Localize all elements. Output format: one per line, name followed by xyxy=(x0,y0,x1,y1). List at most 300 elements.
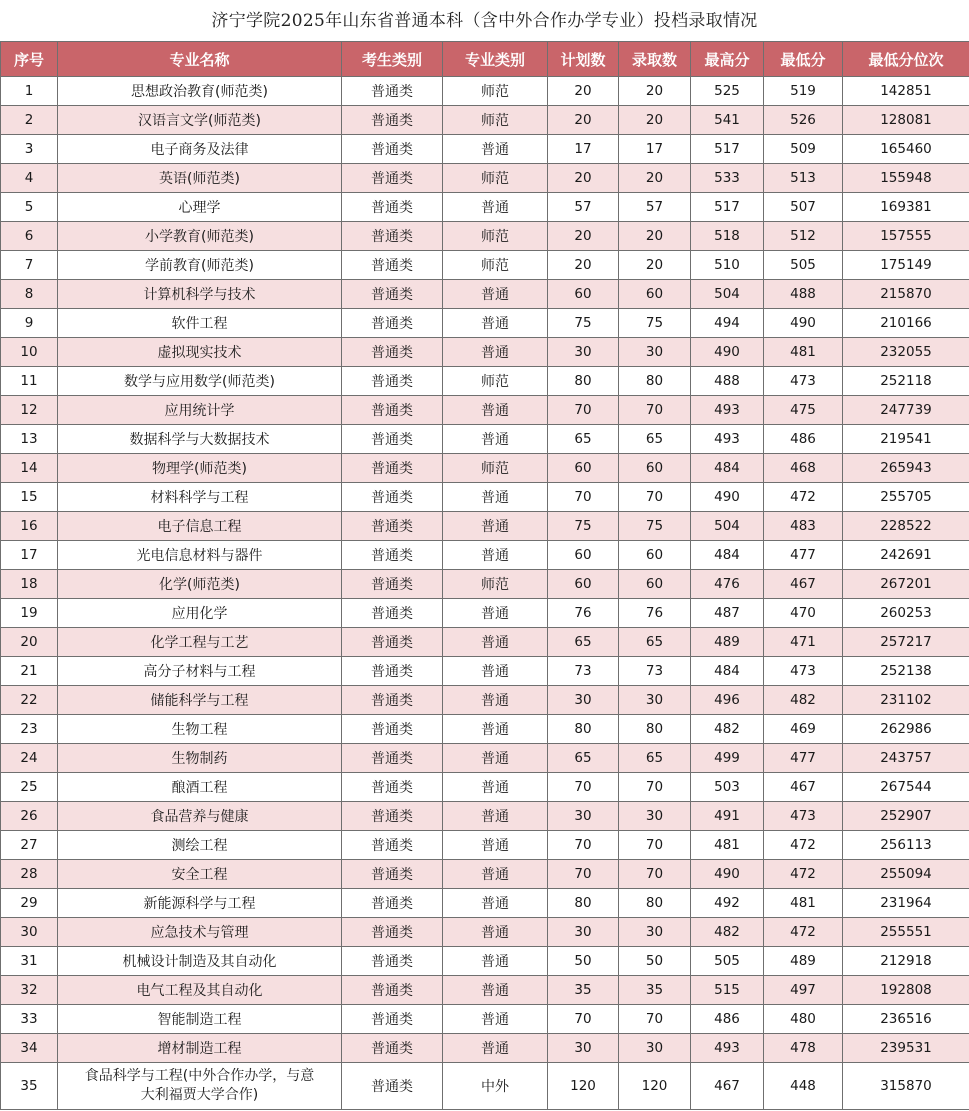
cell-major-name: 小学教育(师范类) xyxy=(58,222,342,251)
cell-major-type: 普通 xyxy=(443,483,548,512)
cell-major-type: 师范 xyxy=(443,367,548,396)
cell-min-rank: 239531 xyxy=(843,1034,969,1063)
cell-major-name: 智能制造工程 xyxy=(58,1005,342,1034)
cell-min-rank: 212918 xyxy=(843,947,969,976)
cell-max-score: 484 xyxy=(691,541,764,570)
cell-max-score: 484 xyxy=(691,454,764,483)
cell-index: 32 xyxy=(1,976,58,1005)
cell-index: 4 xyxy=(1,164,58,193)
cell-major-type: 普通 xyxy=(443,686,548,715)
cell-major-type: 普通 xyxy=(443,135,548,164)
cell-student-type: 普通类 xyxy=(342,512,443,541)
cell-min-rank: 265943 xyxy=(843,454,969,483)
cell-min-rank: 243757 xyxy=(843,744,969,773)
cell-major-name: 材料科学与工程 xyxy=(58,483,342,512)
cell-student-type: 普通类 xyxy=(342,309,443,338)
cell-major-name: 食品营养与健康 xyxy=(58,802,342,831)
cell-major-name: 计算机科学与技术 xyxy=(58,280,342,309)
cell-max-score: 487 xyxy=(691,599,764,628)
table-row xyxy=(1,367,969,396)
header-plan-count: 计划数 xyxy=(548,42,619,77)
cell-max-score: 504 xyxy=(691,512,764,541)
cell-student-type: 普通类 xyxy=(342,657,443,686)
table-row xyxy=(1,802,969,831)
cell-index: 33 xyxy=(1,1005,58,1034)
cell-min-score: 490 xyxy=(764,309,843,338)
cell-major-type: 普通 xyxy=(443,889,548,918)
cell-major-name: 安全工程 xyxy=(58,860,342,889)
cell-admitted-count: 120 xyxy=(619,1063,691,1110)
cell-min-score: 468 xyxy=(764,454,843,483)
cell-major-name: 生物制药 xyxy=(58,744,342,773)
cell-index: 21 xyxy=(1,657,58,686)
cell-min-score: 481 xyxy=(764,889,843,918)
cell-min-rank: 165460 xyxy=(843,135,969,164)
cell-major-name: 软件工程 xyxy=(58,309,342,338)
table-row xyxy=(1,657,969,686)
cell-min-score: 472 xyxy=(764,918,843,947)
cell-index: 10 xyxy=(1,338,58,367)
cell-min-rank: 315870 xyxy=(843,1063,969,1110)
table-row xyxy=(1,193,969,222)
header-admitted-count: 录取数 xyxy=(619,42,691,77)
cell-admitted-count: 20 xyxy=(619,251,691,280)
cell-major-type: 普通 xyxy=(443,802,548,831)
cell-major-name: 测绘工程 xyxy=(58,831,342,860)
cell-max-score: 541 xyxy=(691,106,764,135)
cell-min-score: 469 xyxy=(764,715,843,744)
cell-student-type: 普通类 xyxy=(342,1034,443,1063)
cell-min-score: 512 xyxy=(764,222,843,251)
cell-admitted-count: 75 xyxy=(619,309,691,338)
cell-major-name-line2: 大利福贾大学合作) xyxy=(140,1087,259,1103)
cell-major-name: 心理学 xyxy=(58,193,342,222)
cell-admitted-count: 60 xyxy=(619,541,691,570)
cell-admitted-count: 30 xyxy=(619,918,691,947)
table-row xyxy=(1,744,969,773)
cell-student-type: 普通类 xyxy=(342,425,443,454)
cell-min-score: 519 xyxy=(764,77,843,106)
cell-max-score: 504 xyxy=(691,280,764,309)
cell-plan-count: 76 xyxy=(548,599,619,628)
cell-index: 27 xyxy=(1,831,58,860)
cell-min-score: 497 xyxy=(764,976,843,1005)
cell-min-score: 486 xyxy=(764,425,843,454)
cell-plan-count: 75 xyxy=(548,309,619,338)
cell-max-score: 488 xyxy=(691,367,764,396)
cell-min-rank: 157555 xyxy=(843,222,969,251)
table-row xyxy=(1,918,969,947)
cell-student-type: 普通类 xyxy=(342,744,443,773)
cell-index: 23 xyxy=(1,715,58,744)
cell-major-name: 物理学(师范类) xyxy=(58,454,342,483)
cell-admitted-count: 65 xyxy=(619,425,691,454)
cell-min-score: 472 xyxy=(764,483,843,512)
cell-min-score: 472 xyxy=(764,831,843,860)
cell-admitted-count: 30 xyxy=(619,1034,691,1063)
cell-max-score: 491 xyxy=(691,802,764,831)
cell-major-type: 普通 xyxy=(443,744,548,773)
cell-student-type: 普通类 xyxy=(342,164,443,193)
cell-major-type: 普通 xyxy=(443,512,548,541)
cell-min-rank: 262986 xyxy=(843,715,969,744)
cell-max-score: 510 xyxy=(691,251,764,280)
cell-major-type: 普通 xyxy=(443,1005,548,1034)
cell-index: 1 xyxy=(1,77,58,106)
cell-min-score: 481 xyxy=(764,338,843,367)
cell-major-type: 师范 xyxy=(443,77,548,106)
cell-max-score: 515 xyxy=(691,976,764,1005)
cell-student-type: 普通类 xyxy=(342,889,443,918)
cell-min-score: 507 xyxy=(764,193,843,222)
cell-major-name: 学前教育(师范类) xyxy=(58,251,342,280)
cell-max-score: 482 xyxy=(691,918,764,947)
cell-major-name: 数据科学与大数据技术 xyxy=(58,425,342,454)
cell-min-rank: 228522 xyxy=(843,512,969,541)
cell-min-score: 488 xyxy=(764,280,843,309)
cell-major-name: 新能源科学与工程 xyxy=(58,889,342,918)
cell-index: 3 xyxy=(1,135,58,164)
cell-min-rank: 260253 xyxy=(843,599,969,628)
cell-max-score: 493 xyxy=(691,1034,764,1063)
cell-min-score: 477 xyxy=(764,541,843,570)
cell-student-type: 普通类 xyxy=(342,280,443,309)
cell-plan-count: 20 xyxy=(548,164,619,193)
cell-index: 2 xyxy=(1,106,58,135)
cell-min-rank: 175149 xyxy=(843,251,969,280)
cell-min-score: 467 xyxy=(764,773,843,802)
cell-min-rank: 232055 xyxy=(843,338,969,367)
cell-student-type: 普通类 xyxy=(342,715,443,744)
table-row xyxy=(1,831,969,860)
cell-admitted-count: 65 xyxy=(619,628,691,657)
cell-admitted-count: 80 xyxy=(619,715,691,744)
cell-plan-count: 70 xyxy=(548,860,619,889)
cell-major-name: 应用化学 xyxy=(58,599,342,628)
table-row xyxy=(1,860,969,889)
cell-min-rank: 252118 xyxy=(843,367,969,396)
cell-admitted-count: 65 xyxy=(619,744,691,773)
table-row xyxy=(1,1063,969,1110)
cell-min-score: 513 xyxy=(764,164,843,193)
table-row xyxy=(1,599,969,628)
cell-min-rank: 169381 xyxy=(843,193,969,222)
cell-plan-count: 30 xyxy=(548,802,619,831)
cell-student-type: 普通类 xyxy=(342,802,443,831)
table-row xyxy=(1,222,969,251)
cell-max-score: 486 xyxy=(691,1005,764,1034)
cell-major-type: 中外 xyxy=(443,1063,548,1110)
table-row xyxy=(1,135,969,164)
table-row xyxy=(1,976,969,1005)
cell-min-score: 509 xyxy=(764,135,843,164)
cell-admitted-count: 76 xyxy=(619,599,691,628)
cell-min-rank: 231102 xyxy=(843,686,969,715)
cell-plan-count: 20 xyxy=(548,106,619,135)
cell-min-score: 448 xyxy=(764,1063,843,1110)
cell-student-type: 普通类 xyxy=(342,570,443,599)
cell-student-type: 普通类 xyxy=(342,947,443,976)
cell-index: 17 xyxy=(1,541,58,570)
cell-min-rank: 255551 xyxy=(843,918,969,947)
cell-major-type: 普通 xyxy=(443,773,548,802)
table-row xyxy=(1,251,969,280)
cell-plan-count: 75 xyxy=(548,512,619,541)
cell-admitted-count: 35 xyxy=(619,976,691,1005)
cell-student-type: 普通类 xyxy=(342,1005,443,1034)
cell-plan-count: 70 xyxy=(548,1005,619,1034)
cell-index: 31 xyxy=(1,947,58,976)
cell-min-rank: 142851 xyxy=(843,77,969,106)
cell-max-score: 490 xyxy=(691,338,764,367)
cell-index: 9 xyxy=(1,309,58,338)
cell-index: 19 xyxy=(1,599,58,628)
cell-major-name: 汉语言文学(师范类) xyxy=(58,106,342,135)
cell-student-type: 普通类 xyxy=(342,541,443,570)
cell-major-type: 普通 xyxy=(443,628,548,657)
cell-major-type: 普通 xyxy=(443,1034,548,1063)
cell-min-score: 483 xyxy=(764,512,843,541)
cell-admitted-count: 60 xyxy=(619,454,691,483)
cell-index: 15 xyxy=(1,483,58,512)
cell-major-name: 应用统计学 xyxy=(58,396,342,425)
cell-admitted-count: 60 xyxy=(619,280,691,309)
cell-admitted-count: 30 xyxy=(619,338,691,367)
cell-min-score: 472 xyxy=(764,860,843,889)
table-row xyxy=(1,715,969,744)
cell-major-name: 高分子材料与工程 xyxy=(58,657,342,686)
cell-min-rank: 192808 xyxy=(843,976,969,1005)
cell-max-score: 489 xyxy=(691,628,764,657)
cell-max-score: 494 xyxy=(691,309,764,338)
cell-max-score: 525 xyxy=(691,77,764,106)
cell-major-type: 师范 xyxy=(443,454,548,483)
table-row xyxy=(1,628,969,657)
cell-admitted-count: 70 xyxy=(619,1005,691,1034)
cell-plan-count: 30 xyxy=(548,686,619,715)
table-row xyxy=(1,454,969,483)
cell-min-rank: 128081 xyxy=(843,106,969,135)
cell-plan-count: 60 xyxy=(548,541,619,570)
cell-max-score: 476 xyxy=(691,570,764,599)
cell-major-name: 生物工程 xyxy=(58,715,342,744)
cell-index: 22 xyxy=(1,686,58,715)
cell-student-type: 普通类 xyxy=(342,976,443,1005)
cell-plan-count: 70 xyxy=(548,773,619,802)
table-row xyxy=(1,77,969,106)
cell-min-rank: 252138 xyxy=(843,657,969,686)
cell-index: 35 xyxy=(1,1063,58,1110)
cell-major-type: 普通 xyxy=(443,599,548,628)
cell-major-name: 思想政治教育(师范类) xyxy=(58,77,342,106)
cell-plan-count: 120 xyxy=(548,1063,619,1110)
cell-max-score: 517 xyxy=(691,135,764,164)
cell-min-rank: 255705 xyxy=(843,483,969,512)
cell-major-name: 机械设计制造及其自动化 xyxy=(58,947,342,976)
cell-min-rank: 255094 xyxy=(843,860,969,889)
cell-plan-count: 65 xyxy=(548,425,619,454)
cell-index: 7 xyxy=(1,251,58,280)
cell-admitted-count: 20 xyxy=(619,222,691,251)
cell-admitted-count: 30 xyxy=(619,802,691,831)
cell-min-rank: 257217 xyxy=(843,628,969,657)
table-row xyxy=(1,280,969,309)
cell-admitted-count: 20 xyxy=(619,77,691,106)
cell-major-type: 普通 xyxy=(443,831,548,860)
table-row xyxy=(1,338,969,367)
cell-student-type: 普通类 xyxy=(342,628,443,657)
cell-student-type: 普通类 xyxy=(342,918,443,947)
cell-min-score: 467 xyxy=(764,570,843,599)
cell-student-type: 普通类 xyxy=(342,483,443,512)
cell-min-rank: 236516 xyxy=(843,1005,969,1034)
cell-max-score: 493 xyxy=(691,396,764,425)
table-row xyxy=(1,889,969,918)
cell-min-score: 505 xyxy=(764,251,843,280)
cell-plan-count: 60 xyxy=(548,570,619,599)
cell-student-type: 普通类 xyxy=(342,338,443,367)
cell-min-rank: 231964 xyxy=(843,889,969,918)
cell-major-type: 普通 xyxy=(443,309,548,338)
cell-min-score: 475 xyxy=(764,396,843,425)
table-row xyxy=(1,512,969,541)
cell-plan-count: 30 xyxy=(548,338,619,367)
cell-major-type: 师范 xyxy=(443,222,548,251)
cell-min-score: 478 xyxy=(764,1034,843,1063)
cell-plan-count: 70 xyxy=(548,483,619,512)
cell-student-type: 普通类 xyxy=(342,773,443,802)
header-min-score: 最低分 xyxy=(764,42,843,77)
cell-index: 13 xyxy=(1,425,58,454)
cell-plan-count: 57 xyxy=(548,193,619,222)
table-row xyxy=(1,483,969,512)
cell-major-type: 普通 xyxy=(443,425,548,454)
cell-plan-count: 70 xyxy=(548,396,619,425)
cell-plan-count: 20 xyxy=(548,77,619,106)
cell-admitted-count: 70 xyxy=(619,483,691,512)
table-row xyxy=(1,106,969,135)
cell-plan-count: 20 xyxy=(548,251,619,280)
cell-major-type: 师范 xyxy=(443,251,548,280)
cell-plan-count: 80 xyxy=(548,889,619,918)
cell-student-type: 普通类 xyxy=(342,860,443,889)
cell-major-type: 普通 xyxy=(443,541,548,570)
cell-major-name: 储能科学与工程 xyxy=(58,686,342,715)
cell-plan-count: 35 xyxy=(548,976,619,1005)
table-row xyxy=(1,541,969,570)
cell-min-score: 480 xyxy=(764,1005,843,1034)
cell-admitted-count: 73 xyxy=(619,657,691,686)
header-min-rank: 最低分位次 xyxy=(843,42,969,77)
header-student-type: 考生类别 xyxy=(342,42,443,77)
cell-min-score: 482 xyxy=(764,686,843,715)
cell-max-score: 482 xyxy=(691,715,764,744)
table-row xyxy=(1,686,969,715)
table-row xyxy=(1,309,969,338)
cell-min-rank: 210166 xyxy=(843,309,969,338)
cell-min-score: 473 xyxy=(764,657,843,686)
cell-major-name: 酿酒工程 xyxy=(58,773,342,802)
cell-admitted-count: 60 xyxy=(619,570,691,599)
cell-student-type: 普通类 xyxy=(342,454,443,483)
cell-admitted-count: 70 xyxy=(619,773,691,802)
cell-major-name xyxy=(58,1063,342,1110)
cell-admitted-count: 50 xyxy=(619,947,691,976)
cell-index: 28 xyxy=(1,860,58,889)
cell-min-rank: 215870 xyxy=(843,280,969,309)
header-max-score: 最高分 xyxy=(691,42,764,77)
cell-admitted-count: 17 xyxy=(619,135,691,164)
cell-index: 11 xyxy=(1,367,58,396)
cell-admitted-count: 70 xyxy=(619,396,691,425)
cell-major-name: 电子信息工程 xyxy=(58,512,342,541)
cell-major-type: 普通 xyxy=(443,860,548,889)
cell-min-rank: 219541 xyxy=(843,425,969,454)
cell-admitted-count: 70 xyxy=(619,831,691,860)
cell-major-type: 普通 xyxy=(443,396,548,425)
cell-admitted-count: 30 xyxy=(619,686,691,715)
cell-max-score: 492 xyxy=(691,889,764,918)
cell-max-score: 533 xyxy=(691,164,764,193)
table-row xyxy=(1,425,969,454)
cell-max-score: 505 xyxy=(691,947,764,976)
table-row xyxy=(1,773,969,802)
cell-min-rank: 155948 xyxy=(843,164,969,193)
cell-min-score: 471 xyxy=(764,628,843,657)
cell-major-type: 师范 xyxy=(443,570,548,599)
cell-major-type: 普通 xyxy=(443,918,548,947)
cell-admitted-count: 80 xyxy=(619,889,691,918)
table-row xyxy=(1,1034,969,1063)
cell-max-score: 496 xyxy=(691,686,764,715)
cell-min-score: 489 xyxy=(764,947,843,976)
cell-min-rank: 267544 xyxy=(843,773,969,802)
cell-index: 18 xyxy=(1,570,58,599)
cell-major-type: 普通 xyxy=(443,947,548,976)
cell-major-type: 普通 xyxy=(443,193,548,222)
cell-plan-count: 60 xyxy=(548,454,619,483)
cell-major-name: 电子商务及法律 xyxy=(58,135,342,164)
cell-max-score: 467 xyxy=(691,1063,764,1110)
cell-min-rank: 242691 xyxy=(843,541,969,570)
cell-min-rank: 252907 xyxy=(843,802,969,831)
cell-plan-count: 30 xyxy=(548,918,619,947)
cell-index: 24 xyxy=(1,744,58,773)
cell-admitted-count: 70 xyxy=(619,860,691,889)
table-row xyxy=(1,1005,969,1034)
cell-max-score: 484 xyxy=(691,657,764,686)
header-major-type: 专业类别 xyxy=(443,42,548,77)
cell-major-name: 增材制造工程 xyxy=(58,1034,342,1063)
cell-admitted-count: 80 xyxy=(619,367,691,396)
cell-student-type: 普通类 xyxy=(342,396,443,425)
cell-major-type: 普通 xyxy=(443,976,548,1005)
cell-major-type: 师范 xyxy=(443,164,548,193)
table-header-row xyxy=(1,42,969,77)
cell-max-score: 481 xyxy=(691,831,764,860)
cell-plan-count: 60 xyxy=(548,280,619,309)
cell-student-type: 普通类 xyxy=(342,599,443,628)
cell-plan-count: 20 xyxy=(548,222,619,251)
cell-max-score: 499 xyxy=(691,744,764,773)
cell-major-name: 电气工程及其自动化 xyxy=(58,976,342,1005)
cell-index: 20 xyxy=(1,628,58,657)
header-major-name: 专业名称 xyxy=(58,42,342,77)
cell-max-score: 503 xyxy=(691,773,764,802)
cell-major-name: 虚拟现实技术 xyxy=(58,338,342,367)
cell-max-score: 490 xyxy=(691,483,764,512)
cell-student-type: 普通类 xyxy=(342,367,443,396)
